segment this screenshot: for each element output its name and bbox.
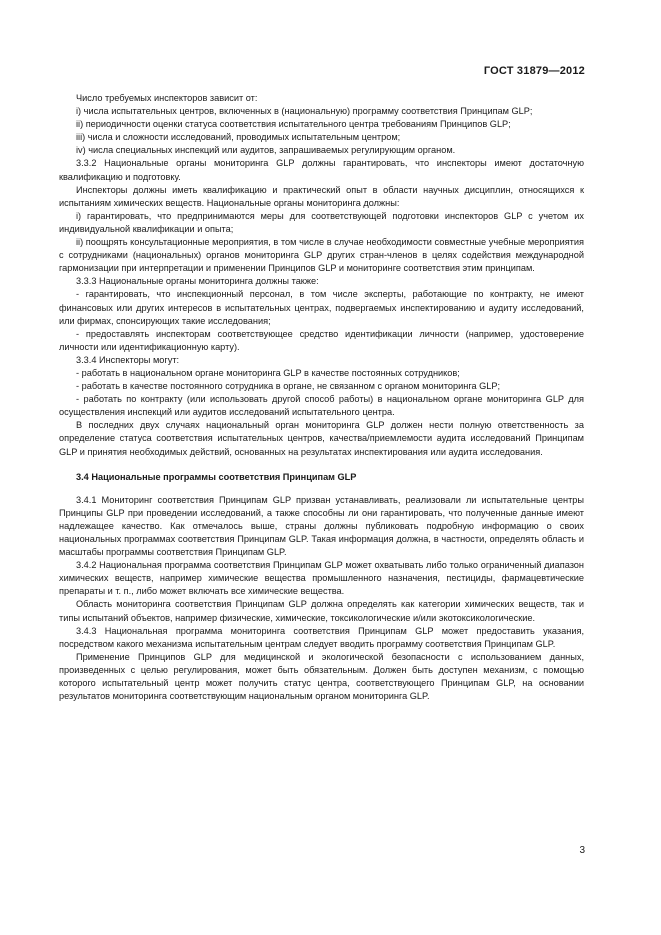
paragraph: i) гарантировать, что предпринимаются меры для соответствующей подготовки инспекторов GLP с учетом их индивидуальной квалификации и опыта; [59, 210, 584, 234]
paragraph: i) числа испытательных центров, включенных в (национальную) программу соответствия Принципам GLP; [76, 106, 533, 117]
paragraph: 3.4.2 Национальная программа соответствия Принципам GLP может охватывать либо только ограниченный диапазон химических веществ, например химические вещества промышленного назначения, пестициды, фармацевтические препараты и т. п., либо может включать все химические вещества. [59, 560, 584, 597]
standard-code-header: ГОСТ 31879—2012 [483, 65, 585, 77]
paragraph: iv) числа специальных инспекций или аудитов, запрашиваемых регулирующим органом. [76, 145, 456, 156]
paragraph: - работать в качестве постоянного сотрудника в органе, не связанном с органом мониторинга GLP; [76, 381, 501, 392]
paragraph: - работать в национальном органе мониторинга GLP в качестве постоянных сотрудников; [76, 367, 460, 378]
paragraph: 3.3.3 Национальные органы мониторинга должны также: [76, 276, 319, 287]
page-number: 3 [579, 845, 585, 856]
paragraph: В последних двух случаях национальный орган мониторинга GLP должен нести полную ответственность за определение статуса соответствия испытательных центров, качества/приемлемости аудита исследований Принципам GLP и принятия необходимых действий, основанных на результатах инспектирования или аудита исследования. [59, 420, 584, 457]
paragraph: - работать по контракту (или использовать другой способ работы) в национальном органе мониторинга GLP для осуществления инспекций или аудитов исследований испытательного центра. [59, 394, 584, 418]
paragraph: 3.3.4 Инспекторы могут: [76, 354, 180, 365]
paragraph: Область мониторинга соответствия Принципам GLP должна определять как категории химических веществ, так и типы испытаний объектов, например физические, химические, токсикологические и/или экотоксикологические. [59, 599, 584, 623]
paragraph: 3.3.2 Национальные органы мониторинга GLP должны гарантировать, что инспекторы имеют достаточную квалификацию и подготовку. [59, 158, 584, 182]
paragraph: ii) периодичности оценки статуса соответствия испытательного центра требованиям Принципов GLP; [76, 119, 511, 130]
paragraph: 3.4.3 Национальная программа мониторинга соответствия Принципам GLP может предоставить указания, посредством какого механизма испытательным центрам следует вводить программу соответствия Принципам GLP. [59, 625, 584, 649]
section-heading: 3.4 Национальные программы соответствия Принципам GLP [76, 471, 357, 482]
document-body [59, 92, 584, 703]
paragraph: - гарантировать, что инспекционный персонал, в том числе эксперты, работающие по контракту, не имеют финансовых или других интересов в испытательных центрах, подвергаемых инспектированию и аудиту исследований, или фирмах, спонсирующих такие исследования; [59, 289, 584, 326]
paragraph: iii) числа и сложности исследований, проводимых испытательным центром; [76, 132, 401, 143]
paragraph: ii) поощрять консультационные мероприятия, в том числе в случае необходимости совместные учебные мероприятия с сотрудниками (национальных) органов мониторинга GLP других стран-членов в целях содействия международной гармонизации при интерпретации и применении Принципов GLP и мониторинге соответствия этим принципам. [59, 237, 584, 274]
paragraph: Число требуемых инспекторов зависит от: [76, 93, 258, 103]
paragraph: - предоставлять инспекторам соответствующее средство идентификации личности (например, удостоверение личности или идентификационную карту). [59, 328, 584, 352]
paragraph: Инспекторы должны иметь квалификацию и практический опыт в области научных дисциплин, относящихся к испытаниям химических веществ. Национальные органы мониторинга должны: [59, 184, 584, 208]
paragraph: 3.4.1 Мониторинг соответствия Принципам GLP призван устанавливать, реализовали ли испытательные центры Принципы GLP при проведении исследований, а также способны ли они гарантировать, что полученные данные имеют надлежащее качество. Как отмечалось выше, страны должны публиковать подробную информацию о своих национальных программах соответствия Принципам GLP. Такая информация должна, в частности, определять область и масштабы программы соответствия Принципам GLP. [59, 494, 584, 558]
paragraph: Применение Принципов GLP для медицинской и экологической безопасности с использованием данных, произведенных с целью регулирования, может быть обязательным. Должен быть доступен механизм, с помощью которого испытательный центр может получить статус центра, соответствующего Принципам GLP, на основании результатов мониторинга соответствующим национальным органом мониторинга GLP. [59, 651, 584, 702]
